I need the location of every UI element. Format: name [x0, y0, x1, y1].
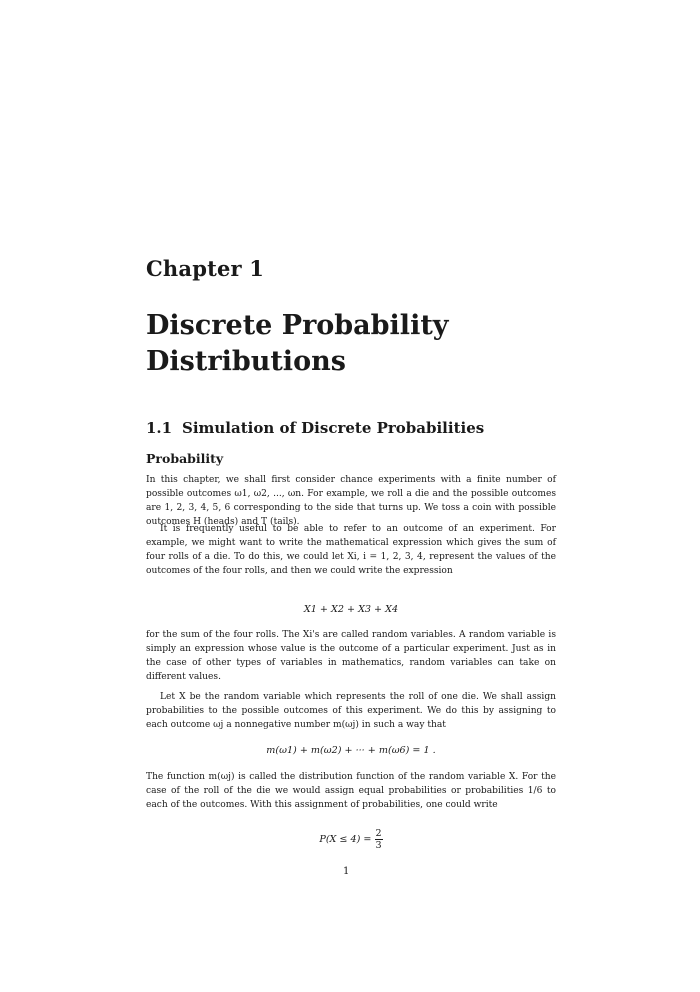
- paragraph: In this chapter, we shall first consider chance experiments with a finite number of possible outcomes ω1, ω2, ..., ωn. For example, we roll a die and the possible outcomes are 1, 2, 3, 4, 5, 6 corresponding to the side that turns up. We toss a coin with possible outcomes H (heads) and T (tails).: [146, 475, 556, 528]
- subsection-heading: Probability: [146, 451, 224, 466]
- fraction-numerator: 2: [375, 828, 382, 839]
- equation: X1 + X2 + X3 + X4: [303, 604, 399, 615]
- section-number: 1.1: [146, 419, 173, 437]
- paragraph: Let X be the random variable which represents the roll of one die. We shall assign probabilities to the possible outcomes of this experiment. We do this by assigning to each outcome ωj a nonnegative number m(ωj) in such a way that: [146, 692, 556, 731]
- chapter-title: Discrete Probability Distributions: [146, 310, 449, 377]
- equation: [146, 828, 556, 851]
- paragraph: The function m(ωj) is called the distribution function of the random variable X. For the case of the roll of the die we would assign equal probabilities or probabilities 1/6 to each of the outcomes. With this assignment of probabilities, one could write: [146, 772, 556, 811]
- paragraph: It is frequently useful to be able to refer to an outcome of an experiment. For example, we might want to write the mathematical expression which gives the sum of four rolls of a die. To do this, we could let Xi, i = 1, 2, 3, 4, represent the values of the outcomes of the four rolls, and then we could write the expression: [146, 524, 556, 577]
- equation: m(ω1) + m(ω2) + ··· + m(ω6) = 1 .: [266, 745, 436, 756]
- page-number: 1: [343, 866, 350, 877]
- fraction: [375, 828, 383, 851]
- fraction-denominator: 3: [375, 840, 382, 851]
- paragraph: for the sum of the four rolls. The Xi's are called random variables. A random variable is simply an expression whose value is the outcome of a particular experiment. Just as in the case of other types of variables in mathematics, random variables can take on different values.: [146, 630, 556, 683]
- section-title: Simulation of Discrete Probabilities: [182, 419, 485, 437]
- equation-left: P(X ≤ 4) =: [319, 834, 372, 845]
- chapter-label: Chapter 1: [146, 256, 265, 281]
- section-heading: [146, 419, 484, 437]
